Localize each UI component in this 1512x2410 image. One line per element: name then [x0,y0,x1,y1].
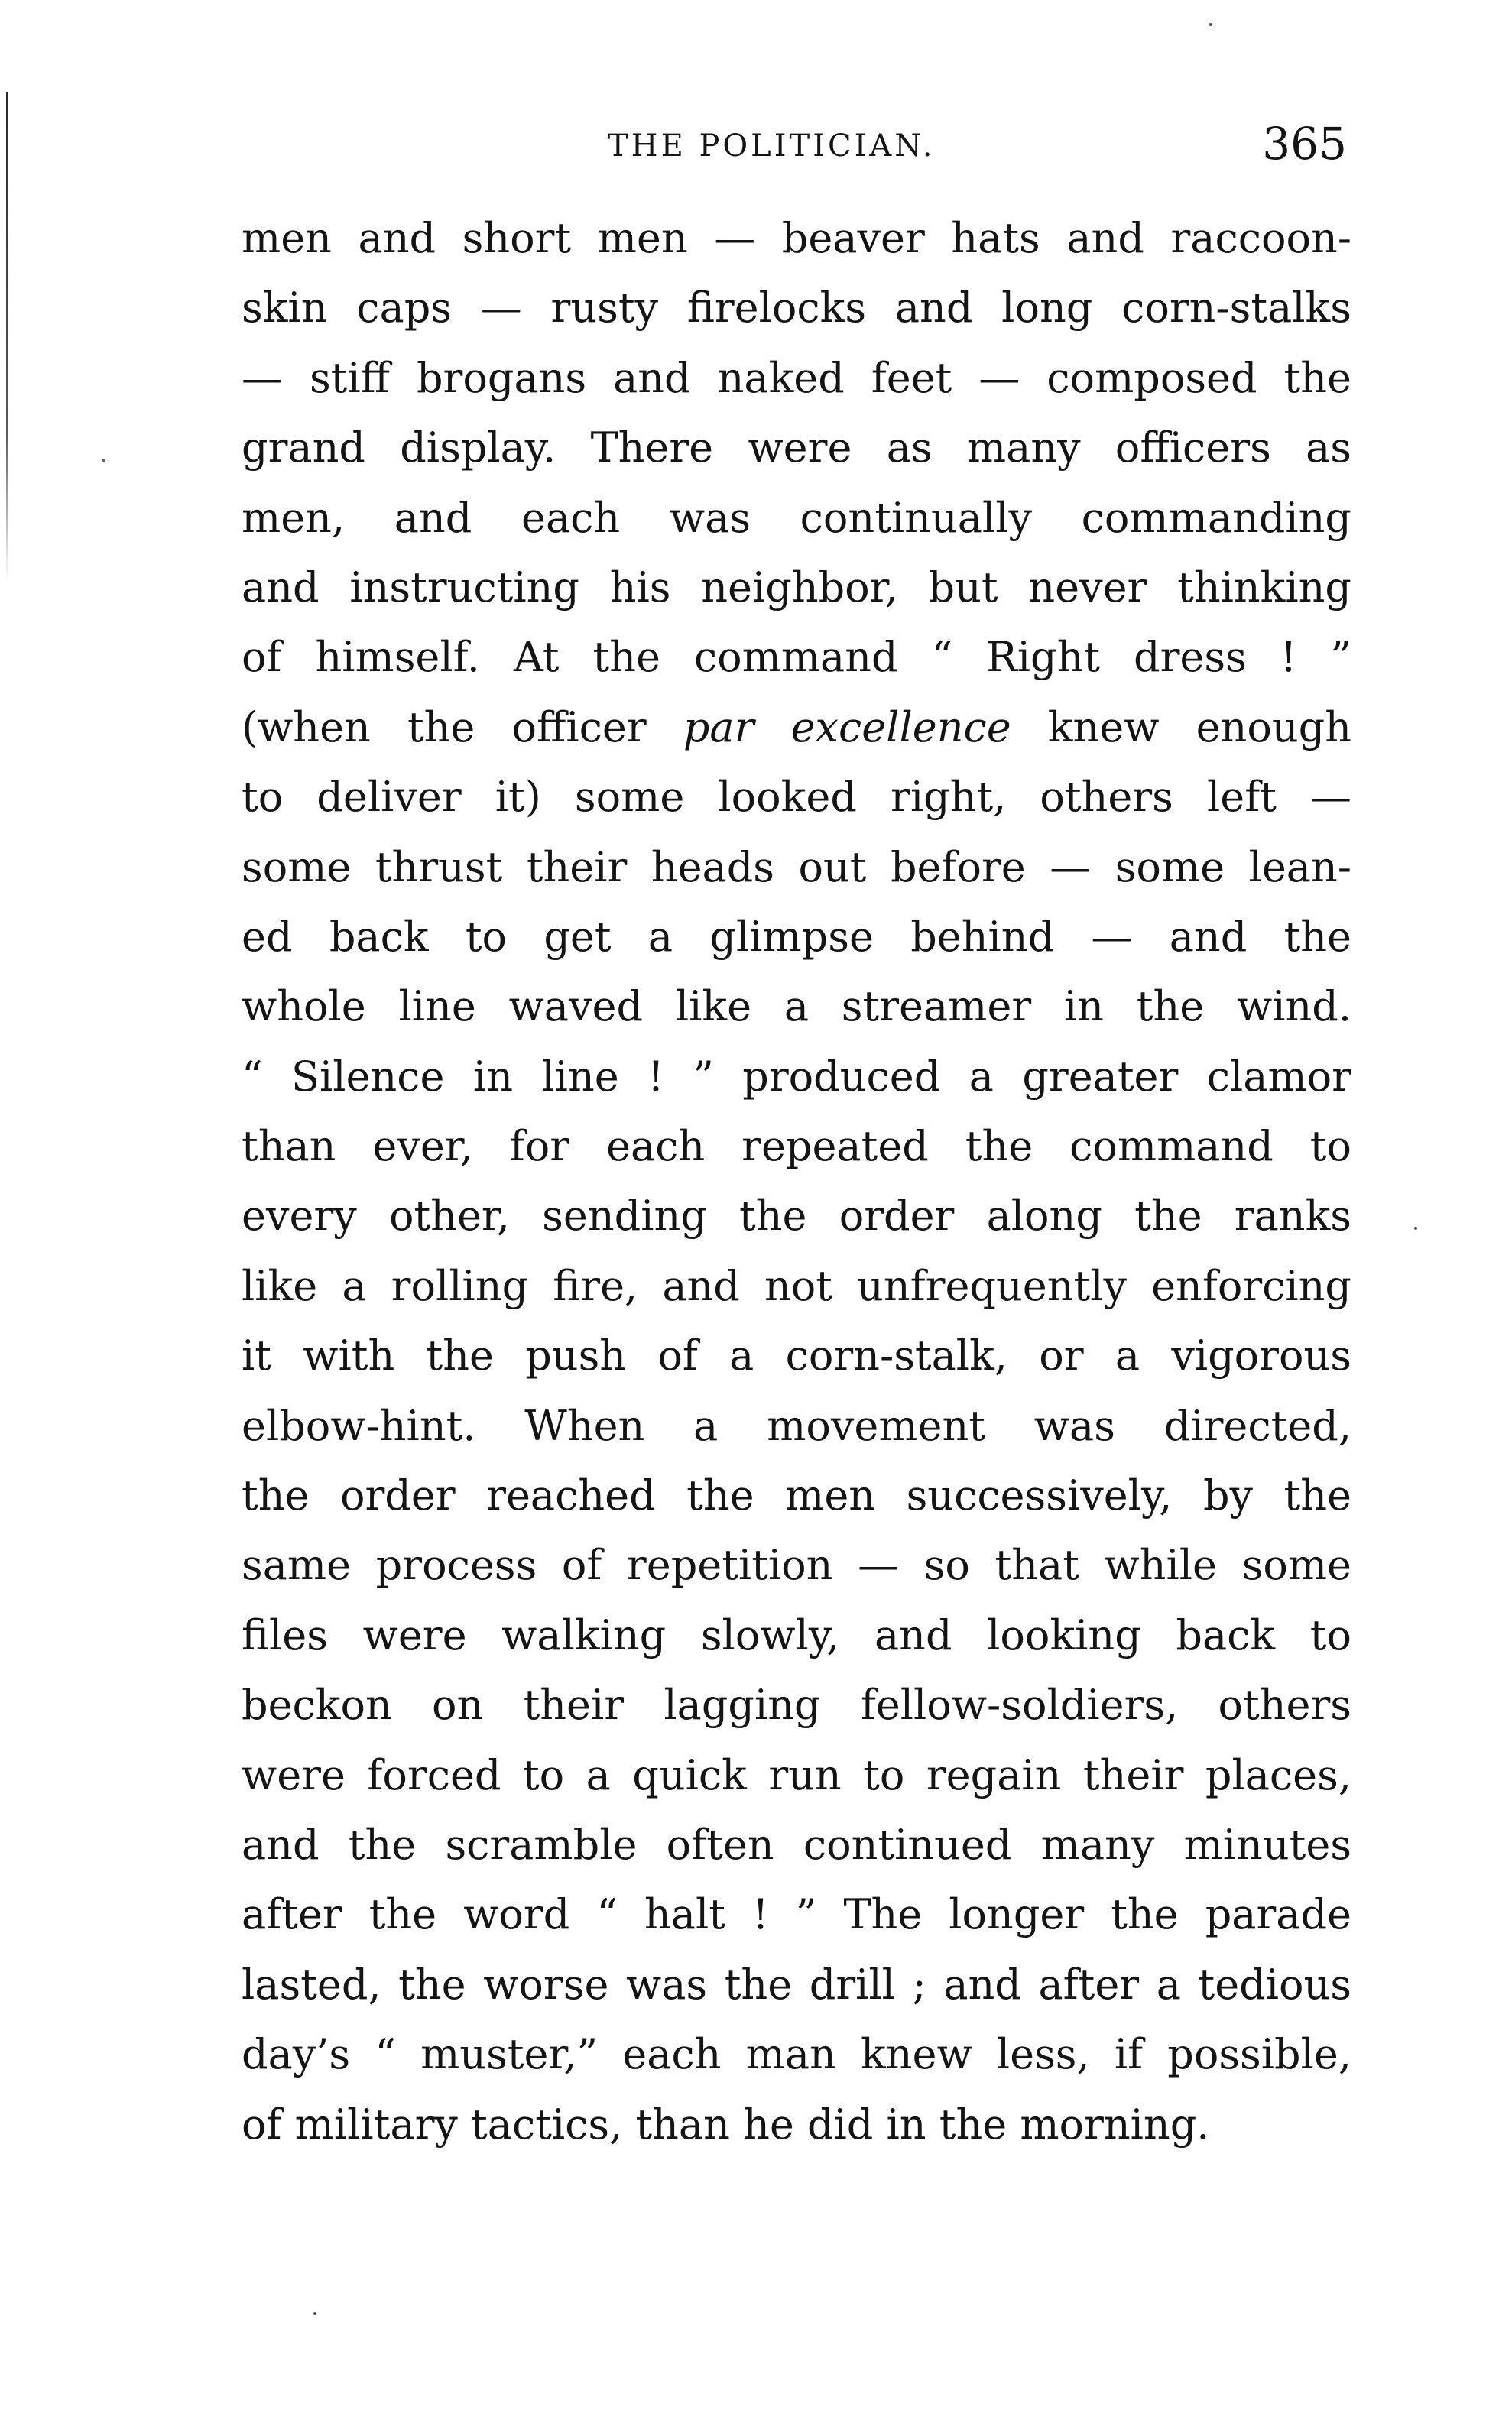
text-line: same process of repetition — so that while some [242,1541,1351,1590]
text-line: beckon on their lagging fellow-soldiers, others [242,1681,1351,1730]
page-number: 365 [1262,118,1347,170]
text-line: the order reached the men successively, by the [242,1471,1351,1520]
text-line: files were walking slowly, and looking back to [242,1610,1351,1659]
print-speck [102,459,105,462]
text-line: and the scramble often continued many minutes [242,1820,1351,1869]
text-line: like a rolling fire, and not unfrequently enforcing [242,1261,1351,1310]
italic-phrase: par excellence [683,702,1011,751]
text-line: of himself. At the command “ Right dress ! ” [242,633,1351,682]
text-line: ed back to get a glimpse behind — and the [242,912,1351,961]
running-title: THE POLITICIAN. [608,128,936,164]
text-line: — stiff brogans and naked feet — composed the [242,353,1351,402]
print-speck [313,2312,316,2315]
text-run: (when the officer [242,702,683,751]
text-line: lasted, the worse was the drill ; and after a tedious [242,1960,1351,2009]
page-edge-shadow [6,92,8,581]
text-line: of military tactics, than he did in the morning. [242,2100,1210,2149]
text-line: it with the push of a corn-stalk, or a vigorous [242,1332,1351,1380]
text-line: skin caps — rusty firelocks and long corn-stalks [242,284,1351,332]
text-run: knew enough [1011,702,1351,751]
text-line: to deliver it) some looked right, others left — [242,773,1351,822]
text-line: day’s “ muster,” each man knew less, if possible, [242,2030,1351,2079]
text-line: some thrust their heads out before — some lean- [242,842,1351,891]
text-line: every other, sending the order along the ranks [242,1192,1351,1241]
text-line: grand display. There were as many officers as [242,423,1351,472]
text-line: and instructing his neighbor, but never thinking [242,563,1351,611]
text-line: men and short men — beaver hats and raccoon- [242,214,1351,262]
text-line: were forced to a quick run to regain their places, [242,1750,1351,1799]
text-line: after the word “ halt ! ” The longer the parade [242,1890,1351,1939]
text-line: men, and each was continually commanding [242,493,1351,542]
print-speck [1414,1227,1417,1230]
text-line: than ever, for each repeated the command to [242,1122,1351,1171]
text-line: “ Silence in line ! ” produced a greater clamor [242,1052,1351,1101]
text-line: elbow-hint. When a movement was directed, [242,1401,1351,1450]
body-text [242,203,1351,2159]
text-line: whole line waved like a streamer in the wind. [242,982,1351,1031]
text-line [242,693,1351,762]
print-speck [1209,23,1212,26]
